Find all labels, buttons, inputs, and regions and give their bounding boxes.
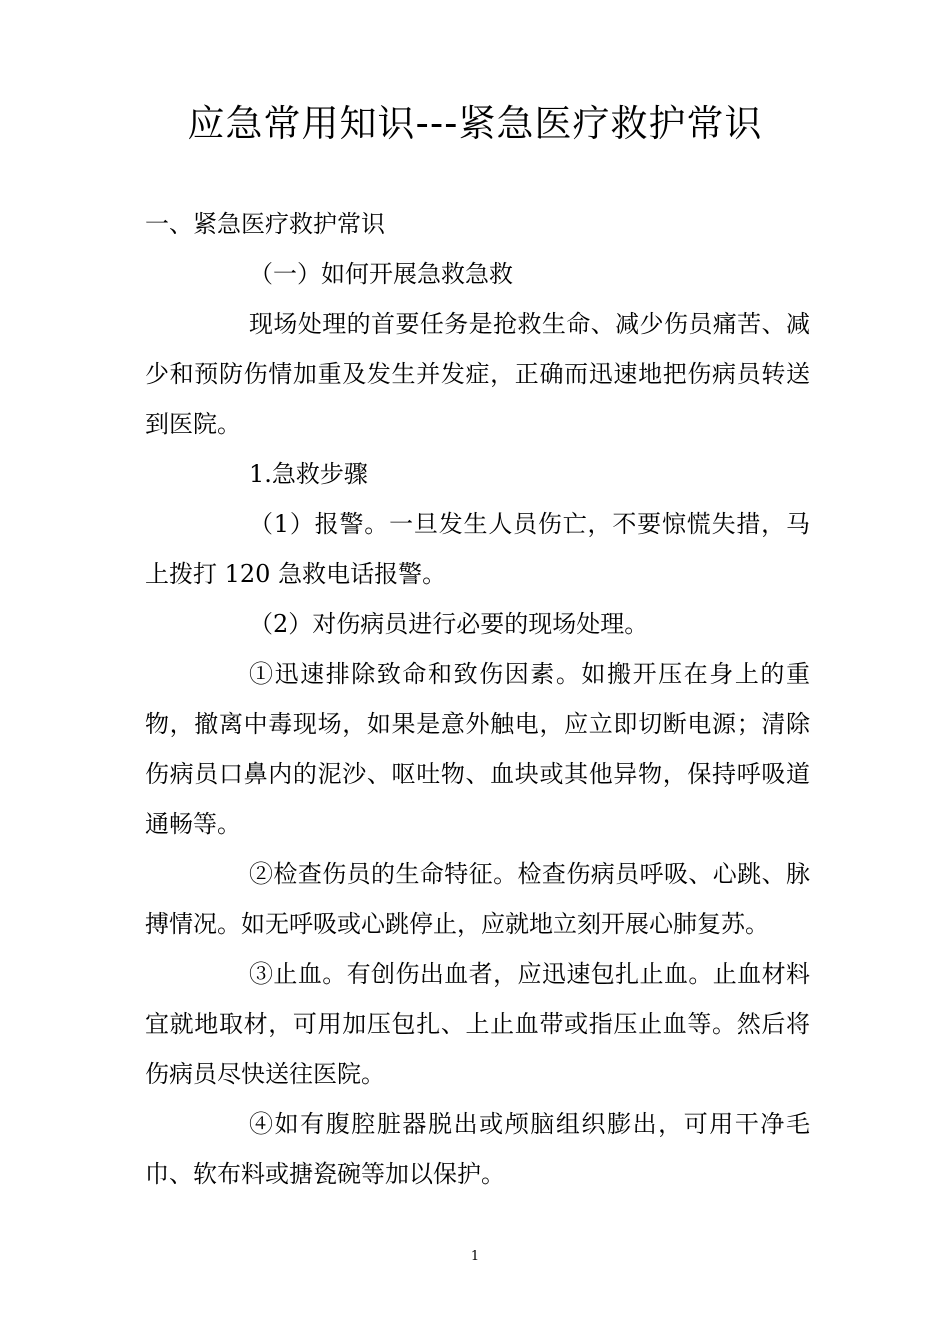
step-heading: 1.急救步骤 [249, 460, 368, 488]
list-item: ②检查伤员的生命特征。检查伤病员呼吸、心跳、脉搏情况。如无呼吸或心跳停止，应就地立刻开展心肺复苏。 [145, 860, 810, 938]
list-item: ③止血。有创伤出血者，应迅速包扎止血。止血材料宜就地取材，可用加压包扎、上止血带或指压止血等。然后将伤病员尽快送往医院。 [145, 960, 810, 1088]
section-heading: 一、紧急医疗救护常识 [145, 210, 385, 238]
body-paragraph: （1）报警。一旦发生人员伤亡，不要惊慌失措，马上拨打 120 急救电话报警。 [145, 510, 810, 588]
page-number: 1 [470, 1249, 480, 1264]
list-item: ④如有腹腔脏器脱出或颅脑组织膨出，可用干净毛巾、软布料或搪瓷碗等加以保护。 [145, 1110, 810, 1188]
list-item: ①迅速排除致命和致伤因素。如搬开压在身上的重物，撤离中毒现场，如果是意外触电，应立即切断电源；清除伤病员口鼻内的泥沙、呕吐物、血块或其他异物，保持呼吸道通畅等。 [145, 660, 810, 838]
body-paragraph: （2）对伤病员进行必要的现场处理。 [249, 610, 649, 638]
body-paragraph: 现场处理的首要任务是抢救生命、减少伤员痛苦、减少和预防伤情加重及发生并发症，正确而迅速地把伤病员转送到医院。 [145, 310, 810, 438]
document-body [145, 199, 810, 1199]
document-title: 应急常用知识---紧急医疗救护常识 [187, 102, 763, 145]
subsection-heading: （一）如何开展急救急救 [249, 260, 513, 288]
